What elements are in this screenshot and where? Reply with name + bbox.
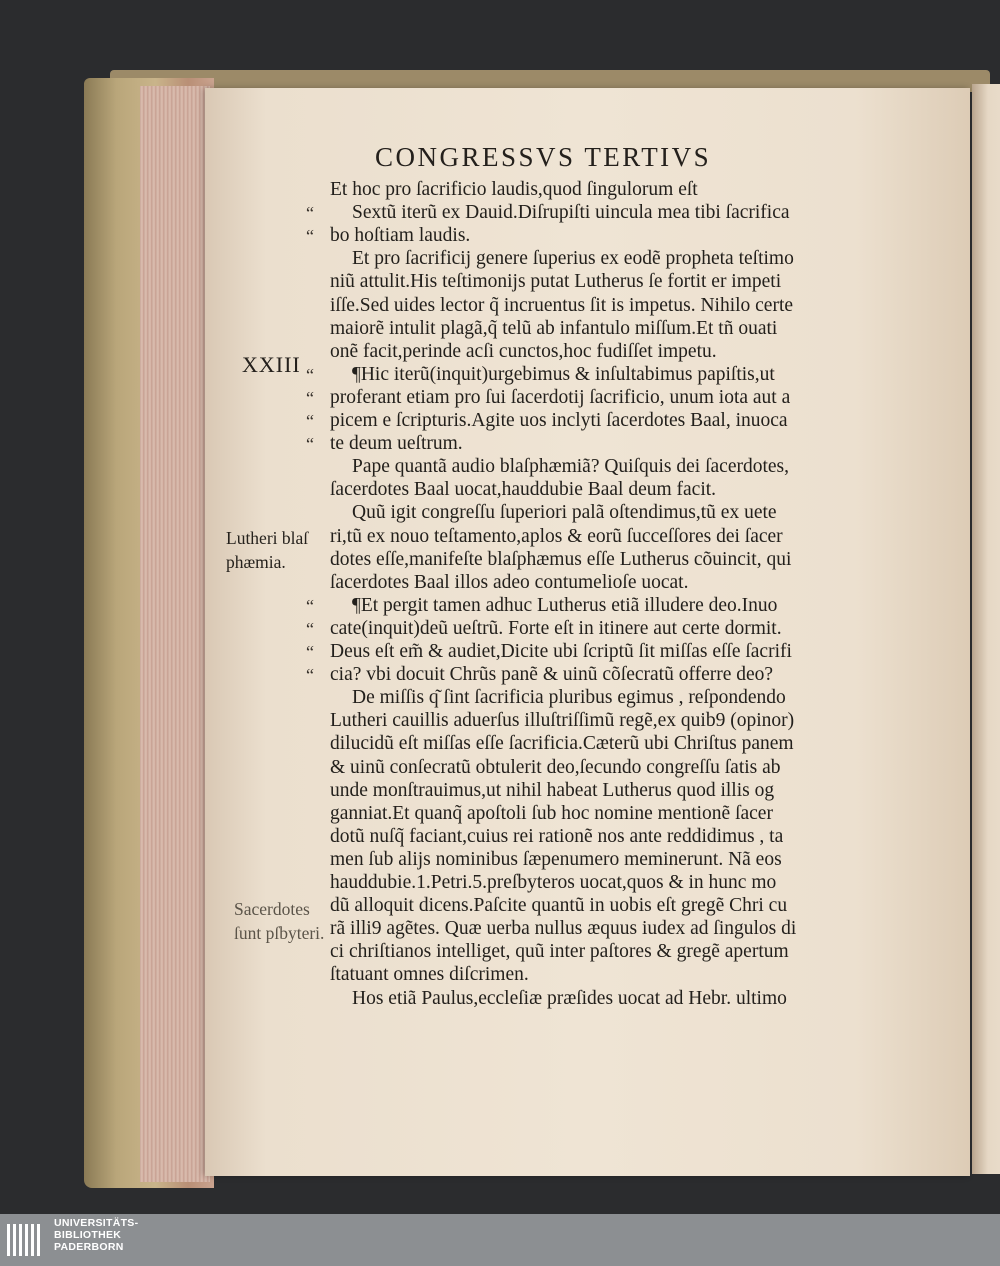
text-line: De miſſis q͂ ſint ſacrificia pluribus egimus , reſpondendo [352,687,786,709]
page-stack [140,86,210,1182]
text-line: Hos etiã Paulus,eccleſiæ præſides uocat ad Hebr. ultimo [352,987,787,1009]
quote-marker: “ [306,203,314,224]
library-name-line3: PADERBORN [54,1241,124,1253]
text-line: dilucidũ eſt miſſas eſſe ſacrificia.Cæterũ ubi Chriſtus panem [330,733,794,755]
text-line: hauddubie.1.Petri.5.preſbyteros uocat,quos & in hunc mo [330,872,777,893]
text-line: rã illi9 agẽtes. Quæ uerba nullus æquus iudex ad ſingulos di [330,918,797,940]
text-line: ¶Et pergit tamen adhuc Lutherus etiã illudere deo.Inuo [352,594,778,616]
margin-note-lutheri: Lutheri blaſ [226,528,309,548]
quote-marker: “ [306,226,314,247]
text-line: Deus eſt em̃ & audiet,Dicite ubi ſcriptũ ſit miſſas eſſe ſacrifi [330,641,792,662]
text-line: cia? vbi docuit Chrũs panẽ & uinũ cõſecratũ offerre deo? [330,664,774,686]
text-line: proferant etiam pro ſui ſacerdotij ſacrificio, unum iota aut a [330,386,791,408]
text-line: Sextũ iterũ ex Dauid.Diſrupiſti uincula mea tibi ſacrifica [352,202,790,224]
text-line: dotũ nuſq̃ faciant,cuius rei rationẽ nos ante reddidimus , ta [330,825,784,847]
text-line: ganniat.Et quanq̃ apoſtoli ſub hoc nomine mentionẽ ſacer [330,802,773,824]
text-line: iſſe.Sed uides lector q̃ incruentus ſit is impetus. Nihilo certe [330,294,794,316]
text-line: Quũ igit congreſſu ſuperiori palã oſtendimus,tũ ex uete [352,502,777,524]
text-line: te deum ueſtrum. [330,433,463,455]
facing-page-edge [972,84,1000,1174]
library-logo-icon [6,1220,46,1260]
library-name-line1: UNIVERSITÄTS- [54,1217,139,1229]
quote-marker: “ [306,387,314,408]
text-line: maiorẽ intulit plagã,q̃ telũ ab infantulo miſſum.Et tñ ouati [330,317,778,339]
text-line: onẽ facit,perinde acſi cunctos,hoc fudiſſet impetu. [330,340,717,362]
text-line: ¶Hic iterũ(inquit)urgebimus & inſultabimus papiſtis,ut [352,363,775,385]
text-line: picem e ſcripturis.Agite uos inclyti ſacerdotes Baal, inuoca [330,410,788,431]
text-line: bo hoſtiam laudis. [330,225,471,247]
quote-marker: “ [306,364,314,385]
text-line: Pape quantã audio blaſphæmiã? Quiſquis dei ſacerdotes, [352,456,790,478]
text-line: Et hoc pro ſacrificio laudis,quod ſingulorum eſt [330,179,698,200]
text-line: Et pro ſacrificij genere ſuperius ex eodẽ propheta teſtimo [352,248,794,270]
quote-marker: “ [306,642,314,662]
text-line: ſtatuant omnes diſcrimen. [330,964,529,986]
quote-marker: “ [306,595,314,616]
quote-marker: “ [306,618,314,639]
text-line: ſacerdotes Baal illos adeo contumelioſe uocat. [330,571,689,593]
margin-note-sacerdotes-2: ſunt pſbyteri. [234,923,325,943]
margin-note-sacerdotes: Sacerdotes [234,899,310,919]
text-line: niũ attulit.His teſtimonijs putat Lutherus ſe fortit er impeti [330,271,782,293]
text-line: dũ alloquit dicens.Paſcite quantũ in uobis eſt gregẽ Chri cu [330,895,788,917]
quote-marker: “ [306,411,314,431]
text-line: Lutheri cauillis aduerſus illuſtriſſimũ regẽ,ex quib9 (opinor) [330,710,795,732]
text-line: men ſub alijs nominibus ſæpenumero meminerunt. Nã eos [330,848,782,870]
library-name [54,1217,138,1253]
library-footer [0,1214,1000,1266]
text-line: unde monſtrauimus,ut nihil habeat Lutherus quod illis og [330,779,775,801]
quote-marker: “ [306,665,314,686]
text-line: ſacerdotes Baal uocat,hauddubie Baal deum facit. [330,479,717,501]
margin-note-lutheri-2: phæmia. [226,552,286,572]
library-name-line2: BIBLIOTHEK [54,1229,122,1241]
text-line: ci chriſtianos intelliget, quũ inter paſtores & gregẽ apertum [330,941,789,963]
chapter-number: XXIII [242,352,301,377]
text-line: cate(inquit)deũ ueſtrũ. Forte eſt in itinere aut certe dormit. [330,617,782,639]
text-line: ri,tũ ex nouo teſtamento,aplos & eorũ ſucceſſores dei ſacer [330,525,783,547]
text-line: & uinũ conſecratũ obtulerit deo,ſecundo congreſſu ſatis ab [330,756,781,778]
text-line: dotes eſſe,manifeſte blaſphæmus eſſe Lutherus cõuincit, qui [330,548,792,570]
quote-marker: “ [306,434,314,455]
page-heading: CONGRESSVS TERTIVS [375,142,712,172]
